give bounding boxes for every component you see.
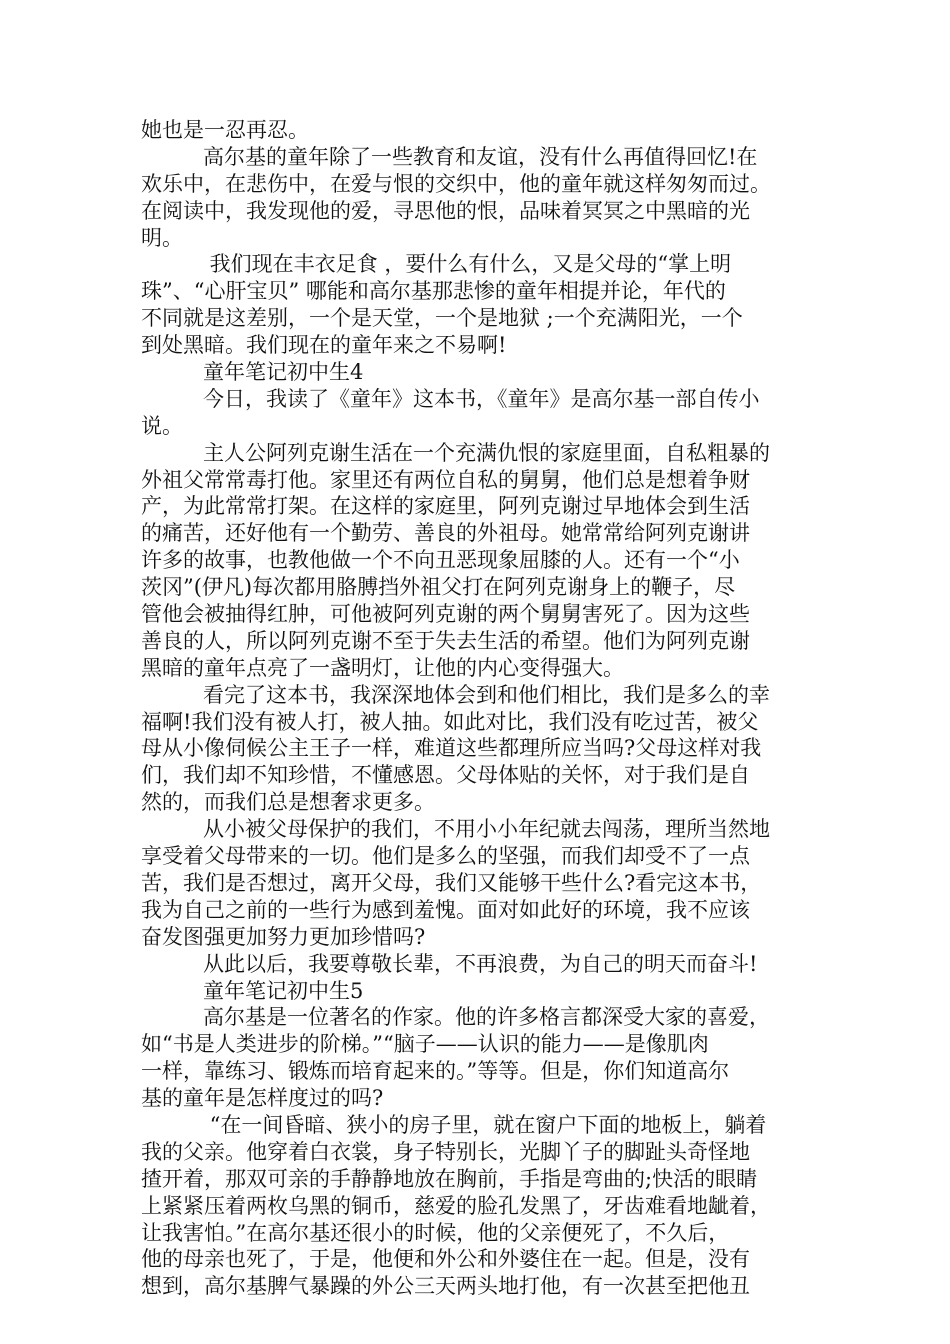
- text-line: 欢乐中，在悲伤中，在爱与恨的交织中，他的童年就这样匆匆而过。: [141, 171, 771, 196]
- text-line: 从小被父母保护的我们，不用小小年纪就去闯荡，理所当然地: [203, 817, 770, 842]
- text-line: 高尔基是一位著名的作家。他的许多格言都深受大家的喜爱，: [203, 1005, 770, 1030]
- text-line: “在一间昏暗、狭小的房子里，就在窗户下面的地板上，躺着: [203, 1112, 767, 1137]
- text-line: 茨冈”(伊凡)每次都用胳膊挡外祖父打在阿列克谢身上的鞭子，尽: [141, 575, 736, 600]
- text-line: 看完了这本书，我深深地体会到和他们相比，我们是多么的幸: [203, 682, 770, 707]
- text-line: 从此以后，我要尊敬长辈，不再浪费，为自己的明天而奋斗!: [203, 951, 758, 976]
- text-line: 的痛苦，还好他有一个勤劳、善良的外祖母。她常常给阿列克谢讲: [141, 521, 750, 546]
- text-line: 说。: [141, 413, 183, 438]
- text-line: 享受着父母带来的一切。他们是多么的坚强，而我们却受不了一点: [141, 844, 750, 869]
- text-line: 我们现在丰衣足食 ，要什么有什么，又是父母的“掌上明: [203, 252, 732, 277]
- text-line: 许多的故事，也教他做一个不向丑恶现象屈膝的人。还有一个“小: [141, 548, 740, 573]
- text-line: 管他会被抽得红肿，可他被阿列克谢的两个舅舅害死了。因为这些: [141, 602, 750, 627]
- text-line: 如“书是人类进步的阶梯。”“脑子——认识的能力——是像肌肉: [141, 1032, 709, 1057]
- text-line: 童年笔记初中生5: [203, 978, 364, 1003]
- text-line: 今日，我读了《童年》这本书，《童年》是高尔基一部自传小: [203, 386, 760, 411]
- text-line: 明。: [141, 225, 183, 250]
- text-line: 让我害怕。”在高尔基还很小的时候，他的父亲便死了，不久后，: [141, 1220, 730, 1245]
- text-line: 珠”、“心肝宝贝” 哪能和高尔基那悲惨的童年相提并论，年代的: [141, 279, 726, 304]
- text-line: 母从小像伺候公主王子一样，难道这些都理所应当吗?父母这样对我: [141, 736, 762, 761]
- text-line: 然的，而我们总是想奢求更多。: [141, 790, 435, 815]
- document-page: [141, 117, 823, 1300]
- text-line: 基的童年是怎样度过的吗?: [141, 1086, 384, 1111]
- text-line: 我的父亲。他穿着白衣裳，身子特别长，光脚丫子的脚趾头奇怪地: [141, 1139, 750, 1164]
- text-line: 奋发图强更加努力更加珍惜吗?: [141, 924, 426, 949]
- text-line: 福啊!我们没有被人打，被人抽。如此对比，我们没有吃过苦，被父: [141, 709, 759, 734]
- text-line: 善良的人，所以阿列克谢不至于失去生活的希望。他们为阿列克谢: [141, 628, 750, 653]
- text-line: 高尔基的童年除了一些教育和友谊，没有什么再值得回忆!在: [203, 144, 758, 169]
- text-line: 产，为此常常打架。在这样的家庭里，阿列克谢过早地体会到生活: [141, 494, 750, 519]
- text-line: 到处黑暗。我们现在的童年来之不易啊!: [141, 333, 507, 358]
- text-line: 一样，靠练习、锻炼而培育起来的。”等等。但是，你们知道高尔: [141, 1059, 730, 1084]
- text-line: 她也是一忍再忍。: [141, 118, 309, 142]
- text-line: 不同就是这差别，一个是天堂，一个是地狱 ;一个充满阳光，一个: [141, 306, 743, 331]
- text-line: 我为自己之前的一些行为感到羞愧。面对如此好的环境，我不应该: [141, 897, 750, 922]
- text-line: 们，我们却不知珍惜，不懂感恩。父母体贴的关怀，对于我们是自: [141, 763, 750, 788]
- text-line: 揸开着，那双可亲的手静静地放在胸前，手指是弯曲的;快活的眼睛: [141, 1166, 758, 1191]
- text-line: 想到，高尔基脾气暴躁的外公三天两头地打他，有一次甚至把他丑: [141, 1274, 750, 1299]
- text-line: 在阅读中，我发现他的爱，寻思他的恨，品味着冥冥之中黑暗的光: [141, 198, 750, 223]
- text-line: 童年笔记初中生4: [203, 360, 364, 385]
- text-line: 黑暗的童年点亮了一盏明灯，让他的内心变得强大。: [141, 655, 624, 680]
- text-line: 上紧紧压着两枚乌黑的铜币，慈爱的脸孔发黑了，牙齿难看地龇着，: [141, 1193, 771, 1218]
- text-line: 苦，我们是否想过，离开父母，我们又能够干些什么?看完这本书，: [141, 870, 762, 895]
- text-line: 主人公阿列克谢生活在一个充满仇恨的家庭里面，自私粗暴的: [203, 440, 770, 465]
- text-line: 他的母亲也死了，于是，他便和外公和外婆住在一起。但是，没有: [141, 1247, 750, 1272]
- text-line: 外祖父常常毒打他。家里还有两位自私的舅舅，他们总是想着争财: [141, 467, 750, 492]
